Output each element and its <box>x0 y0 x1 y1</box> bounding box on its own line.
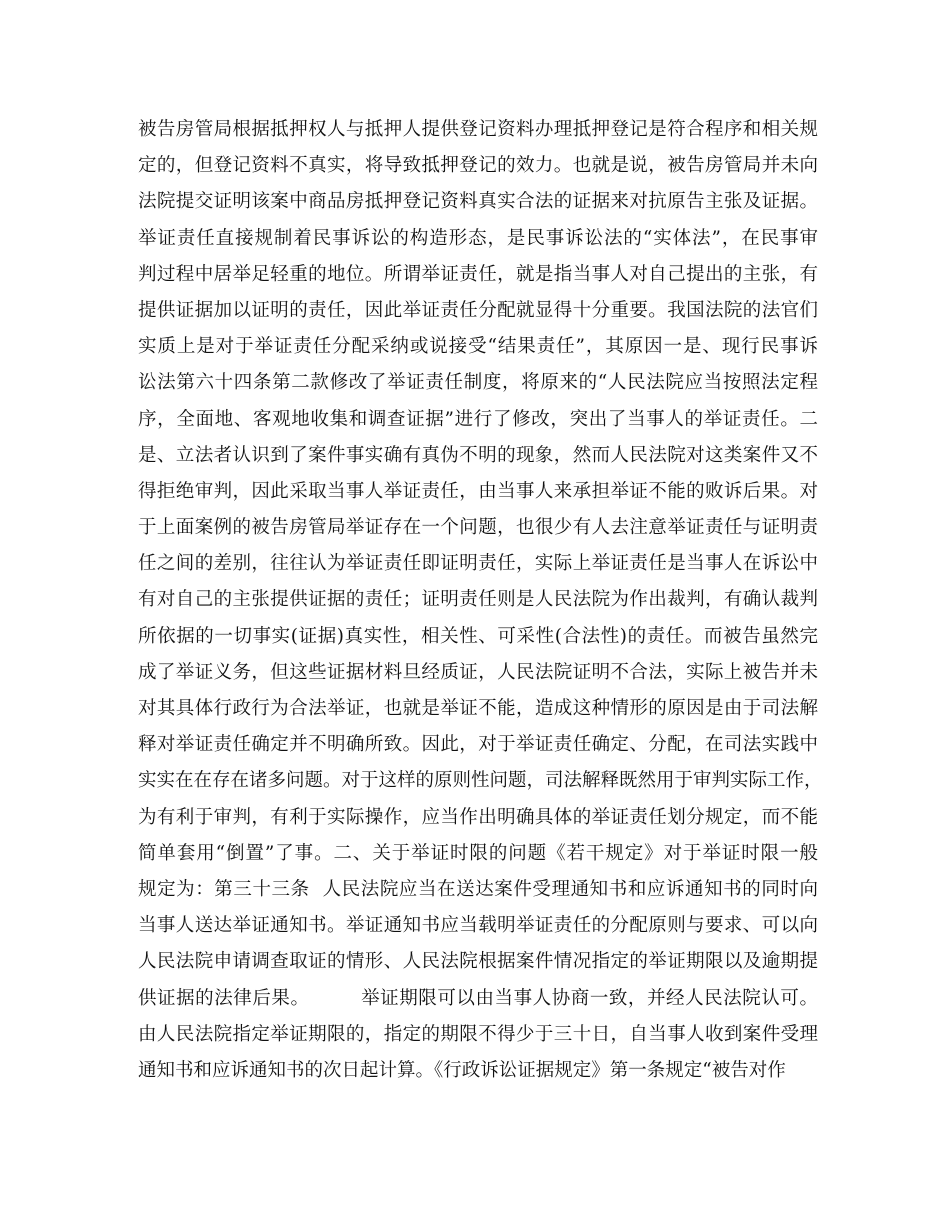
text-line: 供证据的法律后果。 举证期限可以由当事人协商一致，并经人民法院认可。 <box>138 987 818 1009</box>
text-line: 简单套用“倒置”了事。二、关于举证时限的问题《若干规定》对于举证时限一般 <box>138 842 818 864</box>
text-line: 有对自己的主张提供证据的责任；证明责任则是人民法院为作出裁判，有确认裁判 <box>138 589 818 611</box>
text-line: 成了举证义务，但这些证据材料旦经质证，人民法院证明不合法，实际上被告并未 <box>138 661 818 683</box>
text-line: 定的，但登记资料不真实，将导致抵押登记的效力。也就是说，被告房管局并未向 <box>138 155 818 177</box>
text-line: 所依据的一切事实(证据)真实性，相关性、可采性(合法性)的责任。而被告虽然完 <box>138 625 818 647</box>
text-line: 是、立法者认识到了案件事实确有真伪不明的现象，然而人民法院对这类案件又不 <box>138 444 818 466</box>
text-line: 讼法第六十四条第二款修改了举证责任制度，将原来的“人民法院应当按照法定程 <box>138 372 818 394</box>
text-line: 判过程中居举足轻重的地位。所谓举证责任，就是指当事人对自己提出的主张，有 <box>138 263 818 285</box>
text-line: 为有利于审判，有利于实际操作，应当作出明确具体的举证责任划分规定，而不能 <box>138 806 818 828</box>
text-line: 由人民法院指定举证期限的，指定的期限不得少于三十日，自当事人收到案件受理 <box>138 1023 818 1045</box>
text-line: 提供证据加以证明的责任，因此举证责任分配就显得十分重要。我国法院的法官们 <box>138 299 818 321</box>
text-line: 于上面案例的被告房管局举证存在一个问题，也很少有人去注意举证责任与证明责 <box>138 517 818 539</box>
text-line: 实实在在存在诸多问题。对于这样的原则性问题，司法解释既然用于审判实际工作， <box>138 770 823 792</box>
text-line: 法院提交证明该案中商品房抵押登记资料真实合法的证据来对抗原告主张及证据。 <box>138 191 818 213</box>
text-line: 得拒绝审判，因此采取当事人举证责任，由当事人来承担举证不能的败诉后果。对 <box>138 480 818 502</box>
text-line: 序，全面地、客观地收集和调查证据”进行了修改，突出了当事人的举证责任。二 <box>138 408 818 430</box>
text-line: 释对举证责任确定并不明确所致。因此，对于举证责任确定、分配，在司法实践中 <box>138 734 818 756</box>
text-line: 对其具体行政行为合法举证，也就是举证不能，造成这种情形的原因是由于司法解 <box>138 698 818 719</box>
text-line: 举证责任直接规制着民事诉讼的构造形态，是民事诉讼法的“实体法”，在民事审 <box>138 227 818 249</box>
text-line: 通知书和应诉通知书的次日起计算。《行政诉讼证据规定》第一条规定“被告对作 <box>138 1059 786 1081</box>
text-line: 任之间的差别，往往认为举证责任即证明责任，实际上举证责任是当事人在诉讼中 <box>138 553 818 575</box>
body-text <box>138 112 823 1089</box>
text-line: 实质上是对于举证责任分配采纳或说接受“结果责任”，其原因一是、现行民事诉 <box>138 336 818 358</box>
text-line: 人民法院申请调查取证的情形、人民法院根据案件情况指定的举证期限以及逾期提 <box>138 951 818 973</box>
text-line: 规定为：第三十三条 人民法院应当在送达案件受理通知书和应诉通知书的同时向 <box>138 878 818 900</box>
text-line: 当事人送达举证通知书。举证通知书应当载明举证责任的分配原则与要求、可以向 <box>138 915 818 937</box>
text-line: 被告房管局根据抵押权人与抵押人提供登记资料办理抵押登记是符合程序和相关规 <box>138 119 818 140</box>
